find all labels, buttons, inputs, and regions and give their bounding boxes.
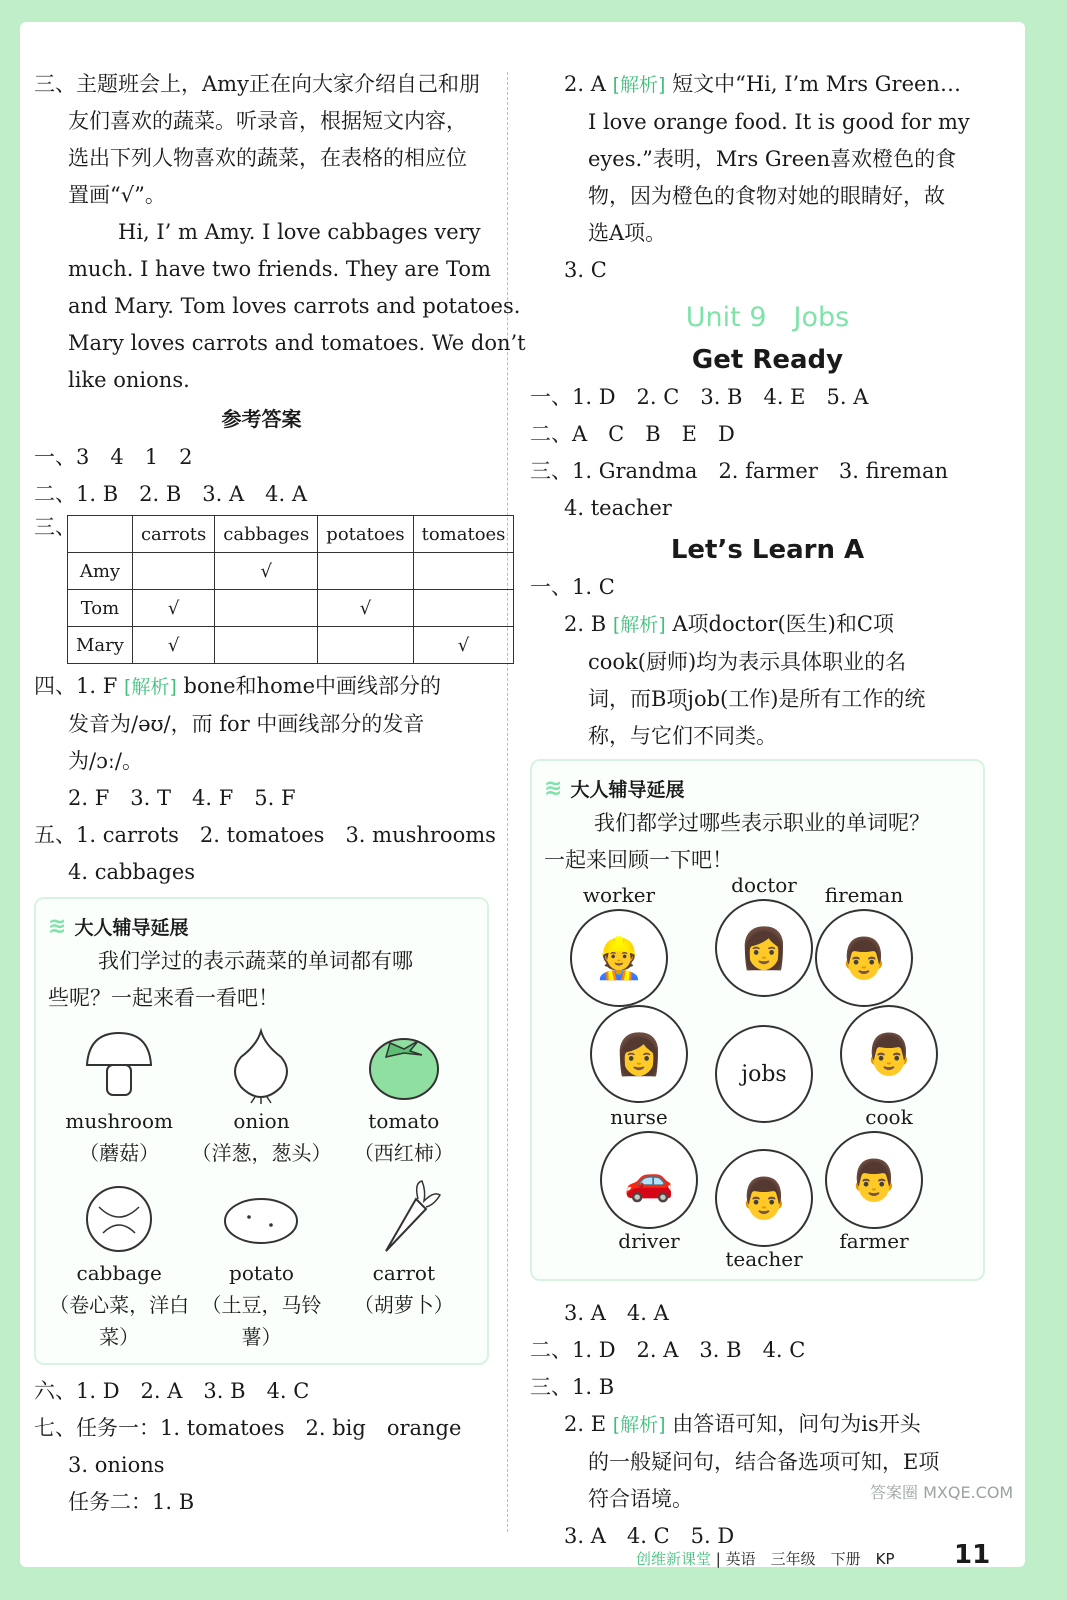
vegetable-item (190, 1025, 332, 1169)
vegetable-en: cabbage (76, 1261, 162, 1285)
q3-prompt (34, 66, 489, 214)
vegetable-item (333, 1177, 475, 1353)
script-line: Hi, I’ m Amy. I love cabbages very (118, 220, 481, 244)
section-get-ready: Get Ready (691, 345, 844, 375)
extension-text: 些呢？一起来看一看吧！ (48, 986, 279, 1010)
answer-7-task2: 任务二：1. B (68, 1490, 195, 1514)
table-header: tomatoes (413, 516, 514, 553)
vegetable-zh: （胡萝卜） (353, 1293, 454, 1317)
table-header: cabbages (215, 516, 318, 553)
extension-text: 一起来回顾一下吧！ (544, 848, 733, 872)
extension-heading (48, 909, 475, 943)
analysis-line: cook(厨师)均为表示具体职业的名 (588, 650, 907, 674)
vegetable-zh: （西红柿） (353, 1141, 454, 1165)
table-cell: √ (215, 553, 318, 590)
vegetable-item (190, 1177, 332, 1353)
answer-5: 五、1. carrots 2. tomatoes 3. mushrooms (34, 823, 496, 847)
table-cell: Amy (68, 553, 133, 590)
analysis-tag: [解析] (612, 614, 666, 636)
vegetable-grid (48, 1025, 475, 1353)
get-ready-2: 二、A C B E D (530, 422, 735, 446)
extension-heading (544, 771, 971, 805)
vegetable-en: tomato (368, 1109, 440, 1133)
analysis-line: I love orange food. It is good for my (588, 110, 970, 134)
answer-prefix: 2. B (564, 612, 607, 636)
cabbage-icon (79, 1177, 159, 1257)
section-2-answers: 二、1. D 2. A 3. B 4. C (530, 1338, 806, 1362)
right-answer-3: 3. C (564, 258, 607, 282)
doctor-icon: 👩 (715, 899, 813, 997)
job-label: nurse (610, 1105, 668, 1129)
cook-icon: 👨 (840, 1005, 938, 1103)
script-line: much. I have two friends. They are Tom (68, 257, 491, 281)
table-cell (413, 590, 514, 627)
analysis-text: bone和home中画线部分的 (183, 674, 442, 698)
answer-7: 七、任务一：1. tomatoes 2. big orange (34, 1416, 462, 1440)
analysis-line: 称，与它们不同类。 (588, 724, 777, 748)
jobs-extension-box (530, 759, 985, 1281)
job-label: cook (865, 1105, 913, 1129)
get-ready-1: 一、1. D 2. C 3. B 4. E 5. A (530, 385, 869, 409)
footer-brand: 创维新课堂 (636, 1550, 712, 1568)
table-row (68, 553, 514, 590)
table-cell (215, 590, 318, 627)
analysis-tag: [解析] (123, 676, 177, 698)
script-line: and Mary. Tom loves carrots and potatoes. (68, 294, 521, 318)
analysis-line: 词，而B项job(工作)是所有工作的统 (588, 687, 926, 711)
table-cell (132, 553, 214, 590)
page-number: 11 (954, 1540, 991, 1570)
analysis-line: 符合语境。 (588, 1487, 693, 1511)
right-answer-2 (530, 66, 1005, 104)
table-cell: Tom (68, 590, 133, 627)
extension-text: 我们都学过哪些表示职业的单词呢？ (594, 811, 930, 835)
answer-page (20, 22, 1025, 1567)
table-row (68, 627, 514, 664)
vegetable-zh: （蘑菇） (79, 1141, 160, 1165)
right-column (530, 66, 1005, 1555)
get-ready-3-cont: 4. teacher (564, 496, 672, 520)
section-3-answer-2 (530, 1406, 1005, 1444)
answer-6: 六、1. D 2. A 3. B 4. C (34, 1379, 310, 1403)
table-cell (318, 627, 413, 664)
analysis-line: eyes.”表明，Mrs Green喜欢橙色的食 (588, 147, 957, 171)
q3-title-line: 选出下列人物喜欢的蔬菜，在表格的相应位 (68, 146, 467, 170)
analysis-text: 由答语可知，问句为is开头 (672, 1412, 921, 1436)
potato-icon (221, 1177, 301, 1257)
fireman-icon: 👨 (815, 909, 913, 1007)
farmer-icon: 👨 (825, 1131, 923, 1229)
waves-icon: ≋ (544, 775, 563, 801)
learn-a-3-4: 3. A 4. A (564, 1301, 669, 1325)
table-cell: √ (413, 627, 514, 664)
vegetable-item (48, 1025, 190, 1169)
column-divider (507, 72, 508, 1532)
nurse-icon: 👩 (590, 1005, 688, 1103)
listening-script (34, 214, 526, 399)
vegetable-item (48, 1177, 190, 1353)
table-cell: √ (318, 590, 413, 627)
table-cell (215, 627, 318, 664)
vegetable-en: potato (229, 1261, 294, 1285)
unit-title: Unit 9 Jobs (685, 302, 850, 333)
carrot-icon (364, 1177, 444, 1257)
jobs-center-label: jobs (741, 1061, 787, 1087)
table-cell (413, 553, 514, 590)
vegetable-zh: （洋葱，葱头） (191, 1141, 332, 1165)
script-line: Mary loves carrots and tomatoes. We don’t (68, 331, 526, 355)
job-label: fireman (824, 883, 904, 907)
answer-1: 一、3 4 1 2 (34, 445, 193, 469)
table-header: potatoes (318, 516, 413, 553)
answer-4 (34, 668, 489, 706)
vegetable-en: onion (233, 1109, 290, 1133)
vegetable-en: carrot (372, 1261, 435, 1285)
analysis-line: 物，因为橙色的食物对她的眼睛好，故 (588, 184, 945, 208)
footer-subject: | 英语 三年级 下册 KP (715, 1550, 895, 1568)
table-row (68, 590, 514, 627)
q3-title-line: 友们喜欢的蔬菜。听录音，根据短文内容， (68, 109, 467, 133)
extension-title: 大人辅导延展 (74, 916, 189, 939)
script-line: like onions. (68, 368, 190, 392)
jobs-diagram (544, 873, 984, 1271)
job-label: driver (618, 1229, 680, 1253)
extension-text: 我们学过的表示蔬菜的单词都有哪 (98, 949, 413, 973)
table-header-row (68, 516, 514, 553)
vegetable-en: mushroom (65, 1109, 173, 1133)
section-3-answer-1: 三、1. B (530, 1375, 615, 1399)
analysis-line: 为/ɔː/。 (68, 749, 143, 773)
analysis-text: 短文中“Hi, I’m Mrs Green… (672, 72, 961, 96)
vegetable-zh: （土豆，马铃薯） (201, 1293, 322, 1349)
table-cell: √ (132, 590, 214, 627)
vegetable-item (333, 1025, 475, 1169)
table-cell: √ (132, 627, 214, 664)
answer-heading: 参考答案 (221, 407, 302, 431)
watermark: 答案圈 MXQE.COM (870, 1483, 1014, 1502)
answer-4-prefix: 四、1. F (34, 674, 118, 698)
learn-a-2 (530, 606, 1005, 644)
analysis-text: A项doctor(医生)和C项 (672, 612, 894, 636)
analysis-tag: [解析] (612, 1414, 666, 1436)
job-label: worker (582, 883, 656, 907)
waves-icon: ≋ (48, 913, 67, 939)
driver-icon: 🚗 (600, 1131, 698, 1229)
analysis-line: 选A项。 (588, 221, 667, 245)
answer-2: 二、1. B 2. B 3. A 4. A (34, 482, 308, 506)
table-header (68, 516, 133, 553)
analysis-tag: [解析] (612, 74, 666, 96)
answer-prefix: 2. E (564, 1412, 607, 1436)
worker-icon: 👷 (570, 909, 668, 1007)
answer-5-cont: 4. cabbages (68, 860, 196, 884)
left-column (34, 66, 526, 1521)
onion-icon (221, 1025, 301, 1105)
section-learn-a: Let’s Learn A (670, 535, 865, 565)
q3-title-line: 置画“√”。 (68, 183, 166, 207)
tomato-icon (364, 1025, 444, 1105)
answer-7-cont: 3. onions (68, 1453, 165, 1477)
mushroom-icon (79, 1025, 159, 1105)
learn-a-1: 一、1. C (530, 575, 615, 599)
answer-3-label: 三、 (34, 515, 76, 539)
table-cell: Mary (68, 627, 133, 664)
extension-title: 大人辅导延展 (570, 778, 685, 801)
q3-title-line: 三、主题班会上，Amy正在向大家介绍自己和朋 (34, 72, 480, 96)
answer-4-rest: 2. F 3. T 4. F 5. F (68, 786, 296, 810)
analysis-line: 发音为/əʊ/，而 for 中画线部分的发音 (68, 712, 425, 736)
job-label: teacher (725, 1247, 803, 1271)
section-3-rest: 3. A 4. C 5. D (564, 1524, 735, 1548)
analysis-line: 的一般疑问句，结合备选项可知，E项 (588, 1450, 940, 1474)
job-label: farmer (839, 1229, 909, 1253)
page-footer (636, 1548, 895, 1569)
get-ready-3: 三、1. Grandma 2. farmer 3. fireman (530, 459, 949, 483)
vegetable-extension-box (34, 897, 489, 1365)
table-cell (318, 553, 413, 590)
job-label: doctor (731, 873, 797, 897)
answer-3-block (34, 515, 506, 664)
vegetable-table (67, 515, 514, 664)
answer-prefix: 2. A (564, 72, 606, 96)
teacher-icon: 👨 (715, 1149, 813, 1247)
vegetable-zh: （卷心菜，洋白菜） (49, 1293, 190, 1349)
table-header: carrots (132, 516, 214, 553)
jobs-center-circle (715, 1025, 813, 1123)
